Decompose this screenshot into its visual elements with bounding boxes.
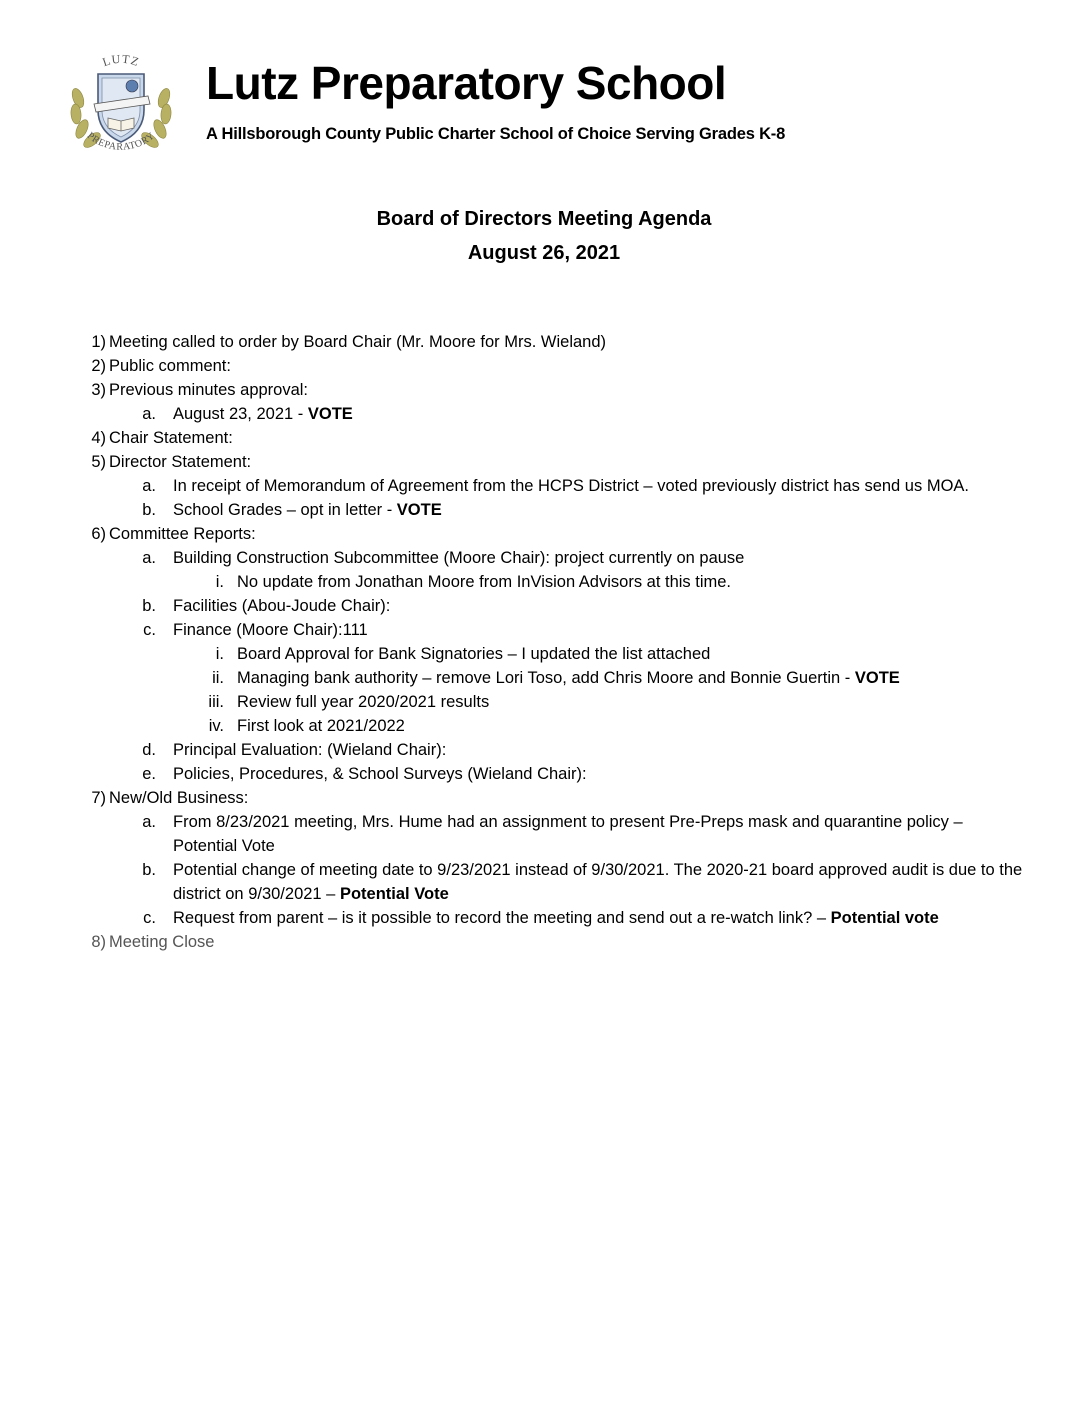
agenda-item: 6) Committee Reports:	[91, 525, 256, 543]
school-crest-icon	[64, 48, 178, 156]
agenda-item: 7) New/Old Business:	[91, 789, 249, 807]
svg-text:LUTZ: LUTZ	[100, 51, 142, 70]
agenda-subitem: a. In receipt of Memorandum of Agreement from the HCPS District – voted previously district has send us MOA.	[142, 477, 969, 495]
school-name: Lutz Preparatory School	[206, 57, 727, 109]
agenda-item: 3) Previous minutes approval:	[91, 381, 309, 399]
agenda-list	[78, 330, 1038, 954]
agenda-subitem: c. Finance (Moore Chair):111	[143, 621, 368, 639]
agenda-item: 4) Chair Statement:	[91, 429, 233, 447]
agenda-subitem: a. Building Construction Subcommittee (Moore Chair): project currently on pause	[142, 549, 745, 567]
vote-label: VOTE	[396, 501, 442, 519]
agenda-item: 8) Meeting Close	[91, 933, 215, 951]
vote-label: Potential vote	[830, 909, 939, 927]
agenda-subsubitem: iv. First look at 2021/2022	[208, 717, 405, 735]
agenda-subsubitem: ii. Managing bank authority – remove Lori Toso, add Chris Moore and Bonnie Guertin - VOTE	[212, 669, 900, 687]
agenda-subitem: b. Potential change of meeting date to 9/23/2021 instead of 9/30/2021. The 2020-21 board approved audit is due to the district on 9/30/2021 – Potential Vote	[142, 861, 1023, 903]
agenda-subitem: a. From 8/23/2021 meeting, Mrs. Hume had an assignment to present Pre-Preps mask and quarantine policy – Potential Vote	[142, 813, 963, 855]
agenda-subitem: b. School Grades – opt in letter - VOTE	[142, 501, 442, 519]
vote-label: VOTE	[854, 669, 900, 687]
agenda-subitem: d. Principal Evaluation: (Wieland Chair):	[142, 741, 447, 759]
agenda-item: 5) Director Statement:	[91, 453, 252, 471]
agenda-item: 1) Meeting called to order by Board Chair (Mr. Moore for Mrs. Wieland)	[91, 333, 607, 351]
agenda-date: August 26, 2021	[467, 242, 621, 264]
school-tagline: A Hillsborough County Public Charter School of Choice Serving Grades K-8	[206, 125, 786, 143]
agenda-subitem: c. Request from parent – is it possible to record the meeting and send out a re-watch link? – Potential vote	[143, 909, 939, 927]
agenda-subitem: b. Facilities (Abou-Joude Chair):	[142, 597, 391, 615]
agenda-subsubitem: i. No update from Jonathan Moore from InVision Advisors at this time.	[215, 573, 732, 591]
agenda-subsubitem: i. Board Approval for Bank Signatories – I updated the list attached	[215, 645, 711, 663]
agenda-item: 2) Public comment:	[91, 357, 231, 375]
agenda-subitem: e. Policies, Procedures, & School Surveys (Wieland Chair):	[142, 765, 587, 783]
vote-label: VOTE	[307, 405, 353, 423]
agenda-subitem: a. August 23, 2021 - VOTE	[142, 405, 353, 423]
agenda-subsubitem: iii. Review full year 2020/2021 results	[208, 693, 490, 711]
vote-label: Potential Vote	[339, 885, 449, 903]
svg-text:PREPARATORY: PREPARATORY	[84, 130, 158, 153]
agenda-title: Board of Directors Meeting Agenda	[376, 208, 712, 230]
